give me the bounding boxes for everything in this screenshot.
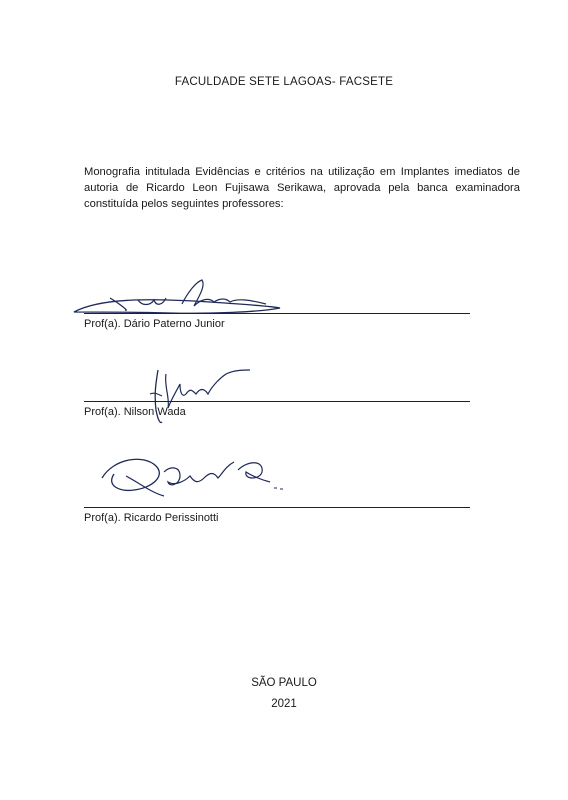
signature-line-1 [84, 313, 470, 314]
signatory-name-2: Prof(a). Nilson Wada [84, 406, 186, 418]
year: 2021 [271, 698, 297, 710]
handwritten-signature-2 [144, 364, 294, 428]
signatory-name-1: Prof(a). Dário Paterno Junior [84, 318, 225, 330]
signature-block-2 [84, 364, 470, 424]
approval-statement: Monografia intitulada Evidências e critérios na utilização em Implantes imediatos de autoria de Ricardo Leon Fujisawa Serikawa, aprovada pela banca examinadora constituída pelos seguintes professores: [84, 166, 520, 210]
signature-line-2 [84, 401, 470, 402]
handwritten-signature-3 [94, 452, 294, 512]
signature-block-1 [84, 276, 470, 336]
signature-block-3 [84, 452, 470, 522]
city: SÃO PAULO [251, 677, 317, 689]
signature-line-3 [84, 507, 470, 508]
signatory-name-3: Prof(a). Ricardo Perissinotti [84, 512, 219, 524]
institution-title: FACULDADE SETE LAGOAS- FACSETE [174, 76, 394, 88]
